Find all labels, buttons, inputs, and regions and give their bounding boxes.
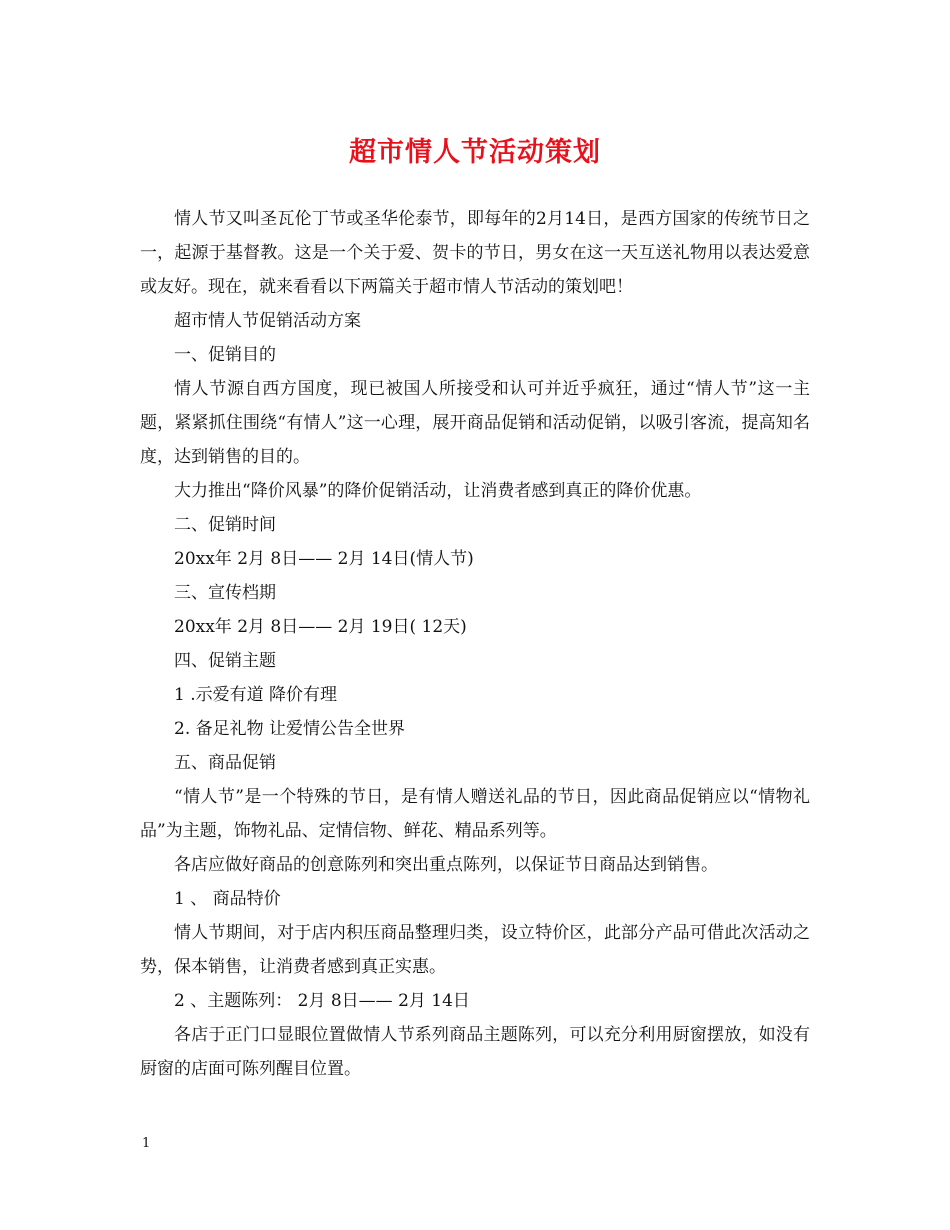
paragraph-schedule: 20xx年 2月 8日—— 2月 19日( 12天)	[174, 617, 467, 637]
heading-products: 五、商品促销	[174, 753, 276, 773]
paragraph-theme-1: 1 .示爱有道 降价有理	[174, 685, 338, 705]
paragraph-special-price: 情人节期间，对于店内积压商品整理归类，设立特价区，此部分产品可借此次活动之势，保本销售，让消费者感到真正实惠。	[140, 923, 810, 977]
paragraph-theme-2: 2. 备足礼物 让爱情公告全世界	[174, 719, 406, 739]
paragraph-display: 各店应做好商品的创意陈列和突出重点陈列，以保证节日商品达到销售。	[174, 855, 718, 875]
heading-special-price: 1 、 商品特价	[174, 889, 281, 909]
paragraph-theme-display: 各店于正门口显眼位置做情人节系列商品主题陈列，可以充分利用厨窗摆放，如没有厨窗的店面可陈列醒目位置。	[140, 1025, 810, 1079]
document-body	[140, 202, 810, 1086]
heading-theme: 四、促销主题	[174, 651, 276, 671]
paragraph-intro: 情人节又叫圣瓦伦丁节或圣华伦泰节，即每年的2月14日，是西方国家的传统节日之一，起源于基督教。这是一个关于爱、贺卡的节日，男女在这一天互送礼物用以表达爱意或友好。现在，就来看看以下两篇关于超市情人节活动的策划吧！	[140, 209, 810, 297]
paragraph-time: 20xx年 2月 8日—— 2月 14日(情人节)	[174, 549, 474, 569]
paragraph-products: “情人节”是一个特殊的节日，是有情人赠送礼品的节日，因此商品促销应以“情物礼品”为主题，饰物礼品、定情信物、鲜花、精品系列等。	[140, 787, 810, 841]
paragraph-plan-title: 超市情人节促销活动方案	[174, 311, 361, 331]
heading-theme-display: 2 、主题陈列： 2月 8日—— 2月 14日	[174, 991, 470, 1011]
page-number: 1	[142, 1136, 151, 1151]
paragraph-purpose: 情人节源自西方国度，现已被国人所接受和认可并近乎疯狂，通过“情人节”这一主题，紧紧抓住围绕“有情人”这一心理，展开商品促销和活动促销，以吸引客流，提高知名度，达到销售的目的。	[140, 379, 810, 467]
document-title: 超市情人节活动策划	[349, 137, 601, 168]
paragraph-discount: 大力推出“降价风暴”的降价促销活动，让消费者感到真正的降价优惠。	[174, 481, 702, 501]
heading-time: 二、促销时间	[174, 515, 276, 535]
heading-purpose: 一、促销目的	[174, 345, 276, 365]
heading-schedule: 三、宣传档期	[174, 583, 276, 603]
